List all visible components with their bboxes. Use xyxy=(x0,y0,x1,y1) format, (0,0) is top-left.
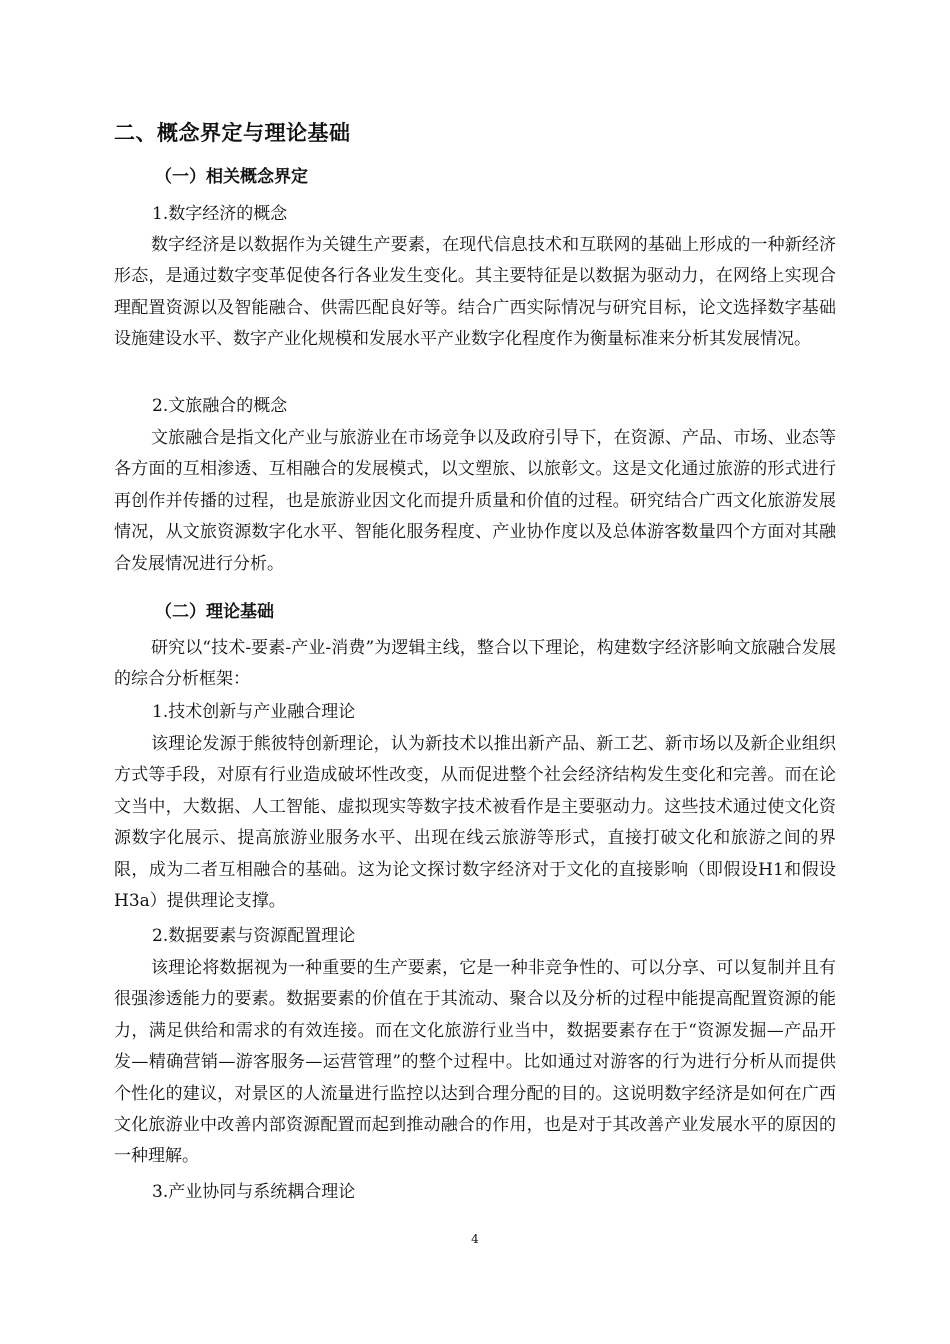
page-number: 4 xyxy=(471,1232,479,1246)
item-heading-industry-synergy: 3.产业协同与系统耦合理论 xyxy=(152,1182,356,1202)
paragraph-theory-intro: 研究以“技术-要素-产业-消费”为逻辑主线，整合以下理论，构建数字经济影响文旅融合发展的综合分析框架： xyxy=(114,638,836,690)
paragraph-digital-economy: 数字经济是以数据作为关键生产要素，在现代信息技术和互联网的基础上形成的一种新经济形态，是通过数字变革促使各行各业发生变化。其主要特征是以数据为驱动力，在网络上实现合理配置资源以及智能融合、供需匹配良好等。结合广西实际情况与研究目标，论文选择数字基础设施建设水平、数字产业化规模和发展水平产业数字化程度作为衡量标准来分析其发展情况。 xyxy=(114,235,836,350)
item-heading-culture-tourism: 2.文旅融合的概念 xyxy=(152,396,288,416)
item-heading-digital-economy: 1.数字经济的概念 xyxy=(152,204,288,224)
section-title: 二、概念界定与理论基础 xyxy=(114,121,351,145)
item-heading-tech-innovation: 1.技术创新与产业融合理论 xyxy=(152,702,356,722)
paragraph-data-elements: 该理论将数据视为一种重要的生产要素，它是一种非竞争性的、可以分享、可以复制并且有很强渗透能力的要素。数据要素的价值在于其流动、聚合以及分析的过程中能提高配置资源的能力，满足供给和需求的有效连接。而在文化旅游行业当中，数据要素存在于“资源发掘—产品开发—精确营销—游客服务—运营管理”的整个过程中。比如通过对游客的行为进行分析从而提供个性化的建议，对景区的人流量进行监控以达到合理分配的目的。这说明数字经济是如何在广西文化旅游业中改善内部资源配置而起到推动融合的作用，也是对于其改善产业发展水平的原因的一种理解。 xyxy=(114,958,836,1167)
paragraph-tech-innovation: 该理论发源于熊彼特创新理论，认为新技术以推出新产品、新工艺、新市场以及新企业组织方式等手段，对原有行业造成破坏性改变，从而促进整个社会经济结构发生变化和完善。而在论文当中，大数据、人工智能、虚拟现实等数字技术被看作是主要驱动力。这些技术通过使文化资源数字化展示、提高旅游业服务水平、出现在线云旅游等形式，直接打破文化和旅游之间的界限，成为二者互相融合的基础。这为论文探讨数字经济对于文化的直接影响（即假设H1和假设H3a）提供理论支撑。 xyxy=(114,734,836,912)
subsection-heading-concepts: （一）相关概念界定 xyxy=(155,167,308,187)
paragraph-culture-tourism: 文旅融合是指文化产业与旅游业在市场竞争以及政府引导下，在资源、产品、市场、业态等各方面的互相渗透、互相融合的发展模式，以文塑旅、以旅彰文。这是文化通过旅游的形式进行再创作并传播的过程，也是旅游业因文化而提升质量和价值的过程。研究结合广西文化旅游发展情况，从文旅资源数字化水平、智能化服务程度、产业协作度以及总体游客数量四个方面对其融合发展情况进行分析。 xyxy=(114,428,836,574)
item-heading-data-elements: 2.数据要素与资源配置理论 xyxy=(152,926,356,946)
subsection-heading-theory: （二）理论基础 xyxy=(155,602,274,622)
